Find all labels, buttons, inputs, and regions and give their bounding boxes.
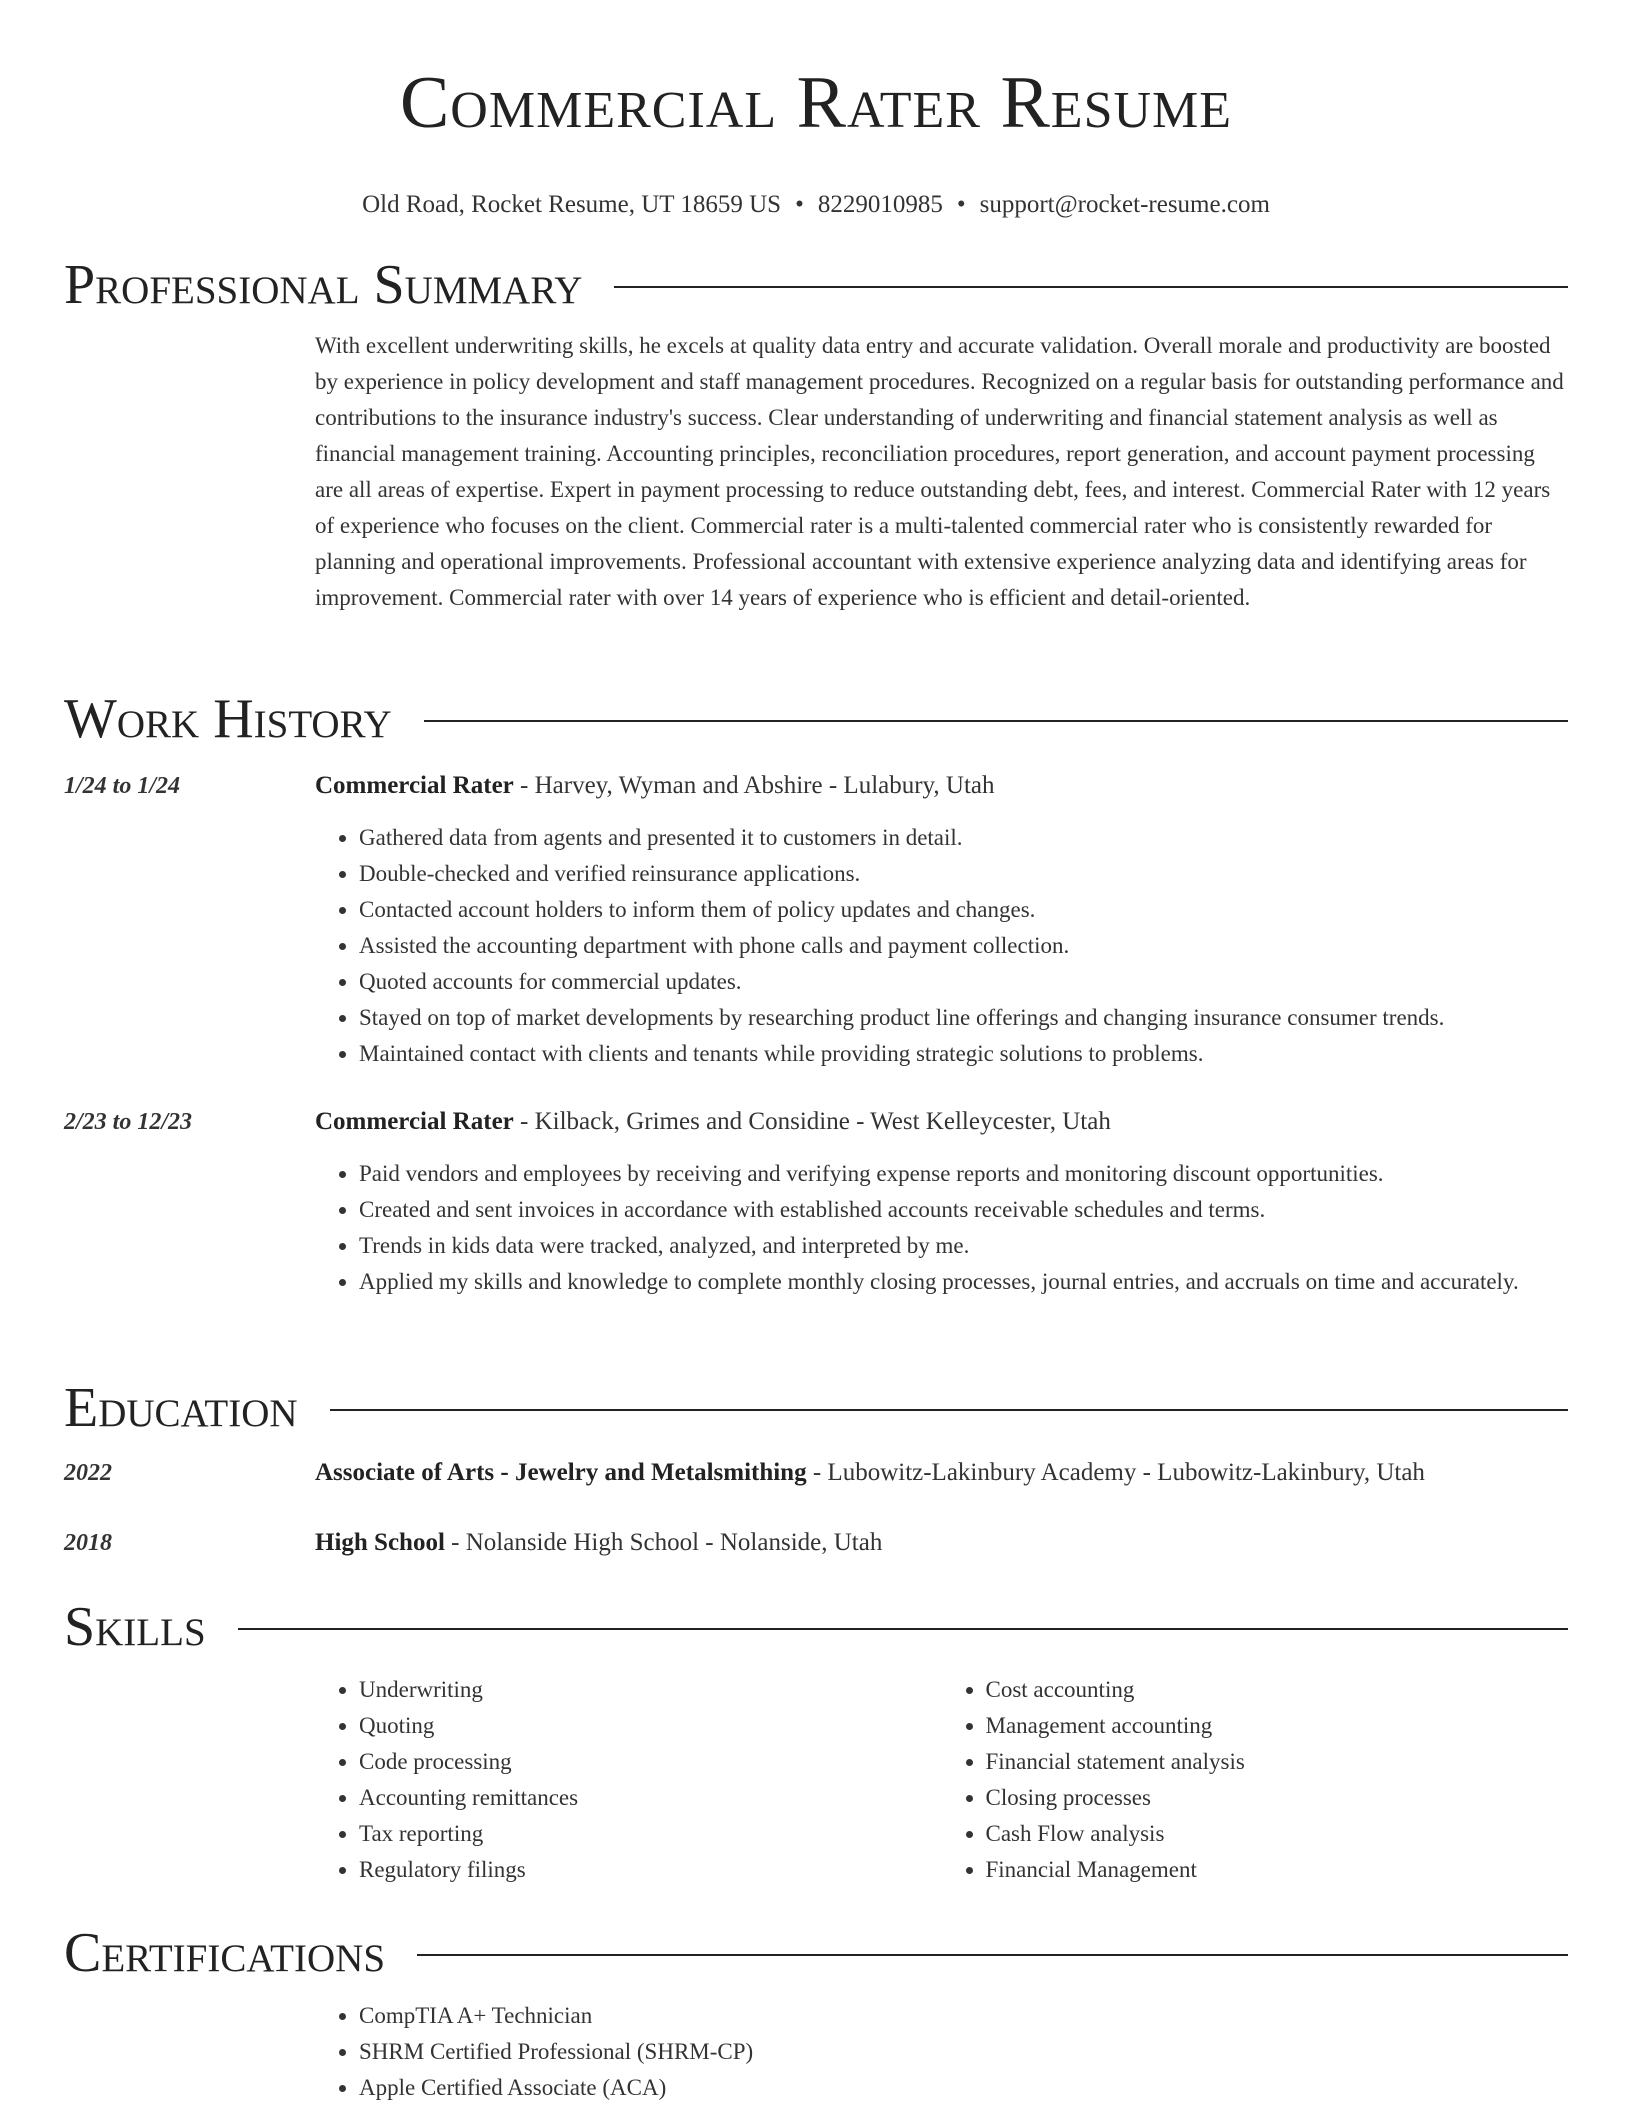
list-item: • Code processing: [359, 1744, 942, 1780]
list-item: • CompTIA A+ Technician: [359, 1998, 1568, 2034]
section-title: Certifications: [64, 1922, 386, 1984]
contact-separator: •: [956, 191, 966, 218]
section-heading: [64, 1375, 1568, 1441]
education-year: 2022: [64, 1460, 112, 1486]
certifications-content: [315, 1998, 1568, 2106]
contact-separator: •: [795, 191, 804, 218]
list-item: • Applied my skills and knowledge to complete monthly closing processes, journal entries, and accruals on time and accurately.: [359, 1264, 1568, 1300]
education-section: [64, 1375, 1568, 1561]
education-degree: High School: [315, 1529, 445, 1556]
work-history-section: [64, 686, 1568, 1300]
section-title: Work History: [64, 688, 392, 750]
job-entry: [64, 768, 1568, 1072]
summary-section: [64, 252, 1568, 616]
list-item: • Assisted the accounting department with phone calls and payment collection.: [359, 928, 1568, 964]
list-item: • Double-checked and verified reinsurance applications.: [359, 856, 1568, 892]
section-title: Education: [64, 1377, 298, 1439]
certifications-section: [64, 1920, 1568, 2106]
contact-address: Old Road, Rocket Resume, UT 18659 US: [362, 191, 782, 218]
list-item: • Quoting: [359, 1708, 942, 1744]
section-heading: [64, 686, 1568, 752]
list-item: • Cost accounting: [986, 1672, 1569, 1708]
list-item: • Paid vendors and employees by receiving and verifying expense reports and monitoring discount opportunities.: [359, 1156, 1568, 1192]
section-title: Professional Summary: [64, 254, 583, 316]
list-item: • Tax reporting: [359, 1816, 942, 1852]
education-entry: [64, 1525, 1568, 1561]
summary-text: With excellent underwriting skills, he excels at quality data entry and accurate validation. Overall morale and productivity are boosted by experience in policy development and staff management procedures. Recognized on a regular basis for outstanding performance and contributions to the insurance industry's success. Clear understanding of underwriting and financial statement analysis as well as financial management training. Accounting principles, reconciliation procedures, report generation, and account payment processing are all areas of expertise. Expert in payment processing to reduce outstanding debt, fees, and interest. Commercial Rater with 12 years of experience who focuses on the client. Commercial rater is a multi-talented commercial rater who is consistently rewarded for planning and operational improvements. Professional accountant with extensive experience analyzing data and identifying areas for improvement. Commercial rater with over 14 years of experience who is efficient and detail-oriented.: [315, 333, 1564, 610]
contact-email: support@rocket-resume.com: [979, 191, 1270, 218]
list-item: • Cash Flow analysis: [986, 1816, 1569, 1852]
list-item: • Quoted accounts for commercial updates.: [359, 964, 1568, 1000]
duty-list: [315, 820, 1568, 1072]
resume-title: Commercial Rater Resume: [399, 62, 1233, 144]
job-duties: [315, 1156, 1568, 1300]
skills-section: [64, 1594, 1568, 1888]
section-title: Skills: [64, 1596, 206, 1658]
job-heading: [315, 768, 1568, 804]
section-divider: [417, 1954, 1568, 1956]
job-role: Commercial Rater: [315, 1108, 514, 1135]
list-item: • Underwriting: [359, 1672, 942, 1708]
duty-list: [315, 1156, 1568, 1300]
education-heading: [315, 1525, 1568, 1561]
list-item: • Management accounting: [986, 1708, 1569, 1744]
list-item: • Regulatory filings: [359, 1852, 942, 1888]
job-role: Commercial Rater: [315, 772, 514, 799]
section-heading: [64, 252, 1568, 318]
job-heading: [315, 1104, 1568, 1140]
certifications-list: [315, 1998, 1568, 2106]
job-date: 2/23 to 12/23: [64, 1109, 193, 1135]
skills-list-right: [942, 1672, 1569, 1888]
section-divider: [330, 1409, 1568, 1411]
list-item: • Financial Management: [986, 1852, 1569, 1888]
job-entry: [64, 1104, 1568, 1300]
list-item: • SHRM Certified Professional (SHRM-CP): [359, 2034, 1568, 2070]
section-divider: [424, 720, 1568, 722]
job-details: - Kilback, Grimes and Considine - West Kelleycester, Utah: [513, 1108, 1111, 1135]
list-item: • Contacted account holders to inform them of policy updates and changes.: [359, 892, 1568, 928]
list-item: • Created and sent invoices in accordance with established accounts receivable schedules and terms.: [359, 1192, 1568, 1228]
contact-line: [0, 190, 1632, 220]
contact-phone: 8229010985: [817, 191, 943, 218]
skills-list-left: [315, 1672, 942, 1888]
list-item: • Trends in kids data were tracked, analyzed, and interpreted by me.: [359, 1228, 1568, 1264]
list-item: • Accounting remittances: [359, 1780, 942, 1816]
education-details: - Nolanside High School - Nolanside, Utah: [444, 1529, 883, 1556]
resume-header: [0, 0, 1632, 220]
list-item: • Stayed on top of market developments by researching product line offerings and changing insurance consumer trends.: [359, 1000, 1568, 1036]
job-details: - Harvey, Wyman and Abshire - Lulabury, Utah: [513, 772, 995, 799]
education-details: - Lubowitz-Lakinbury Academy - Lubowitz-Lakinbury, Utah: [806, 1459, 1425, 1486]
section-heading: [64, 1920, 1568, 1986]
section-divider: [238, 1628, 1568, 1630]
skills-columns: [315, 1672, 1568, 1888]
section-divider: [614, 286, 1568, 288]
education-degree: Associate of Arts - Jewelry and Metalsmithing: [315, 1459, 807, 1486]
list-item: • Financial statement analysis: [986, 1744, 1569, 1780]
job-duties: [315, 820, 1568, 1072]
education-heading: [315, 1455, 1568, 1491]
list-item: • Closing processes: [986, 1780, 1569, 1816]
section-heading: [64, 1594, 1568, 1660]
list-item: • Maintained contact with clients and tenants while providing strategic solutions to problems.: [359, 1036, 1568, 1072]
list-item: • Apple Certified Associate (ACA): [359, 2070, 1568, 2106]
education-entry: [64, 1455, 1568, 1491]
education-year: 2018: [64, 1530, 112, 1556]
job-date: 1/24 to 1/24: [64, 773, 181, 799]
list-item: • Gathered data from agents and presented it to customers in detail.: [359, 820, 1568, 856]
